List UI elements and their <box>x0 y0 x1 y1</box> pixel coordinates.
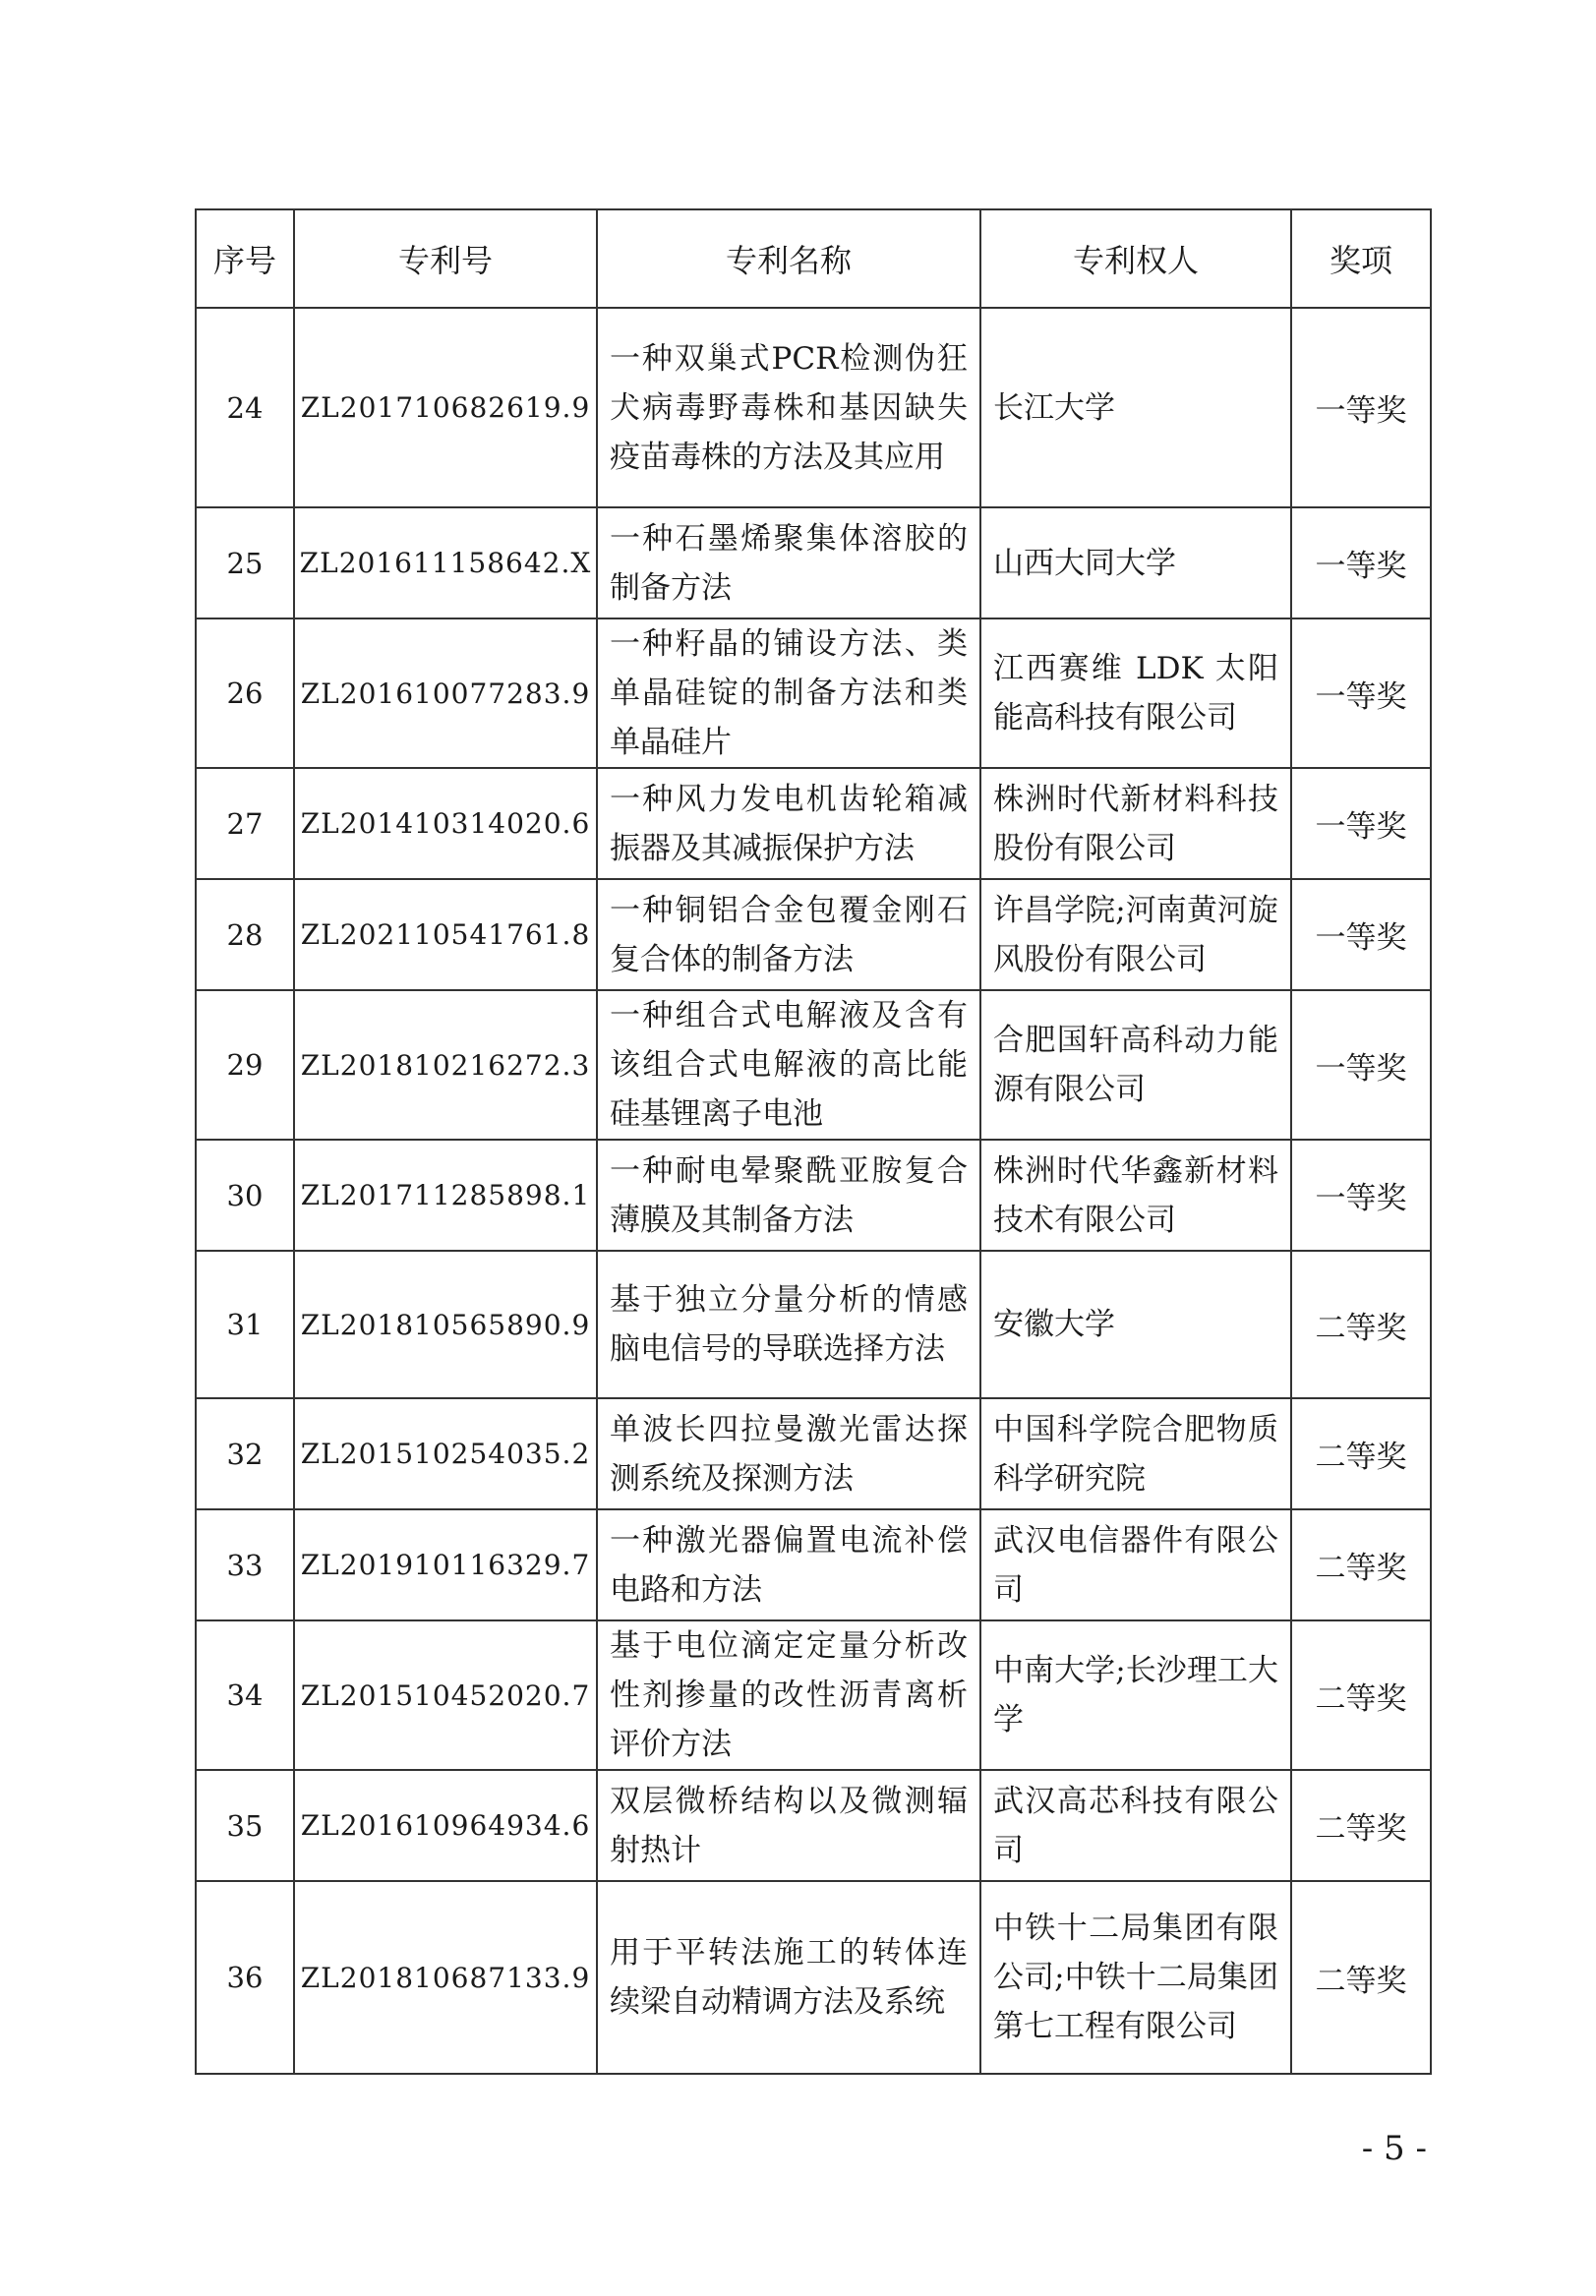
row-index: 36 <box>196 1881 294 2074</box>
header-award: 奖项 <box>1291 209 1431 308</box>
row-patent-holder: 山西大同大学 <box>980 507 1291 618</box>
row-index: 30 <box>196 1140 294 1251</box>
table-row <box>196 507 1431 618</box>
row-patent-title: 一种石墨烯聚集体溶胶的制备方法 <box>597 507 980 618</box>
row-index: 34 <box>196 1620 294 1770</box>
row-patent-no: ZL201510452020.7 <box>294 1620 597 1770</box>
row-award: 二等奖 <box>1291 1251 1431 1398</box>
row-patent-holder: 江西赛维 LDK 太阳能高科技有限公司 <box>980 618 1291 768</box>
table-row <box>196 879 1431 990</box>
row-patent-holder: 中南大学;长沙理工大学 <box>980 1620 1291 1770</box>
row-index: 29 <box>196 990 294 1140</box>
table-row <box>196 768 1431 879</box>
row-patent-title: 一种双巢式PCR检测伪狂犬病毒野毒株和基因缺失疫苗毒株的方法及其应用 <box>597 308 980 507</box>
row-patent-holder: 长江大学 <box>980 308 1291 507</box>
row-award: 一等奖 <box>1291 768 1431 879</box>
row-patent-holder: 株洲时代新材料科技股份有限公司 <box>980 768 1291 879</box>
header-patent-holder: 专利权人 <box>980 209 1291 308</box>
row-patent-holder: 武汉高芯科技有限公司 <box>980 1770 1291 1881</box>
table-row <box>196 1770 1431 1881</box>
table-row <box>196 1881 1431 2074</box>
row-patent-no: ZL201810216272.3 <box>294 990 597 1140</box>
header-patent-no: 专利号 <box>294 209 597 308</box>
row-index: 31 <box>196 1251 294 1398</box>
table-header-row <box>196 209 1431 308</box>
row-patent-holder: 中国科学院合肥物质科学研究院 <box>980 1398 1291 1509</box>
row-index: 32 <box>196 1398 294 1509</box>
table-row <box>196 1251 1431 1398</box>
row-patent-title: 一种风力发电机齿轮箱减振器及其减振保护方法 <box>597 768 980 879</box>
row-patent-no: ZL201810687133.9 <box>294 1881 597 2074</box>
row-patent-title: 基于电位滴定定量分析改性剂掺量的改性沥青离析评价方法 <box>597 1620 980 1770</box>
row-patent-holder: 中铁十二局集团有限公司;中铁十二局集团第七工程有限公司 <box>980 1881 1291 2074</box>
row-award: 二等奖 <box>1291 1398 1431 1509</box>
table-row <box>196 1398 1431 1509</box>
header-patent-title: 专利名称 <box>597 209 980 308</box>
row-index: 33 <box>196 1509 294 1620</box>
row-patent-title: 一种籽晶的铺设方法、类单晶硅锭的制备方法和类单晶硅片 <box>597 618 980 768</box>
row-patent-title: 一种铜铝合金包覆金刚石复合体的制备方法 <box>597 879 980 990</box>
row-index: 25 <box>196 507 294 618</box>
row-patent-no: ZL201711285898.1 <box>294 1140 597 1251</box>
table-row <box>196 1620 1431 1770</box>
row-index: 26 <box>196 618 294 768</box>
row-award: 一等奖 <box>1291 1140 1431 1251</box>
row-index: 28 <box>196 879 294 990</box>
row-patent-no: ZL201710682619.9 <box>294 308 597 507</box>
row-index: 27 <box>196 768 294 879</box>
row-award: 一等奖 <box>1291 507 1431 618</box>
row-patent-holder: 安徽大学 <box>980 1251 1291 1398</box>
row-patent-holder: 许昌学院;河南黄河旋风股份有限公司 <box>980 879 1291 990</box>
row-patent-holder: 合肥国轩高科动力能源有限公司 <box>980 990 1291 1140</box>
row-award: 二等奖 <box>1291 1770 1431 1881</box>
row-award: 二等奖 <box>1291 1620 1431 1770</box>
row-patent-no: ZL201410314020.6 <box>294 768 597 879</box>
table-row <box>196 308 1431 507</box>
row-patent-title: 一种激光器偏置电流补偿电路和方法 <box>597 1509 980 1620</box>
table-row <box>196 1140 1431 1251</box>
row-patent-title: 一种组合式电解液及含有该组合式电解液的高比能硅基锂离子电池 <box>597 990 980 1140</box>
row-patent-holder: 株洲时代华鑫新材料技术有限公司 <box>980 1140 1291 1251</box>
row-award: 一等奖 <box>1291 879 1431 990</box>
row-patent-no: ZL201610964934.6 <box>294 1770 597 1881</box>
row-index: 24 <box>196 308 294 507</box>
row-patent-title: 双层微桥结构以及微测辐射热计 <box>597 1770 980 1881</box>
row-award: 一等奖 <box>1291 618 1431 768</box>
header-index: 序号 <box>196 209 294 308</box>
row-patent-no: ZL201810565890.9 <box>294 1251 597 1398</box>
row-award: 二等奖 <box>1291 1509 1431 1620</box>
table-row <box>196 1509 1431 1620</box>
table-row <box>196 990 1431 1140</box>
row-award: 一等奖 <box>1291 990 1431 1140</box>
row-patent-no: ZL201510254035.2 <box>294 1398 597 1509</box>
page-number: - 5 - <box>1361 2129 1427 2168</box>
row-patent-no: ZL202110541761.8 <box>294 879 597 990</box>
row-index: 35 <box>196 1770 294 1881</box>
row-award: 二等奖 <box>1291 1881 1431 2074</box>
patent-award-table <box>195 208 1432 2075</box>
row-patent-title: 基于独立分量分析的情感脑电信号的导联选择方法 <box>597 1251 980 1398</box>
row-patent-title: 一种耐电晕聚酰亚胺复合薄膜及其制备方法 <box>597 1140 980 1251</box>
row-patent-holder: 武汉电信器件有限公司 <box>980 1509 1291 1620</box>
row-patent-no: ZL201610077283.9 <box>294 618 597 768</box>
row-patent-no: ZL201611158642.X <box>294 507 597 618</box>
row-patent-title: 单波长四拉曼激光雷达探测系统及探测方法 <box>597 1398 980 1509</box>
table-row <box>196 618 1431 768</box>
row-award: 一等奖 <box>1291 308 1431 507</box>
row-patent-title: 用于平转法施工的转体连续梁自动精调方法及系统 <box>597 1881 980 2074</box>
row-patent-no: ZL201910116329.7 <box>294 1509 597 1620</box>
